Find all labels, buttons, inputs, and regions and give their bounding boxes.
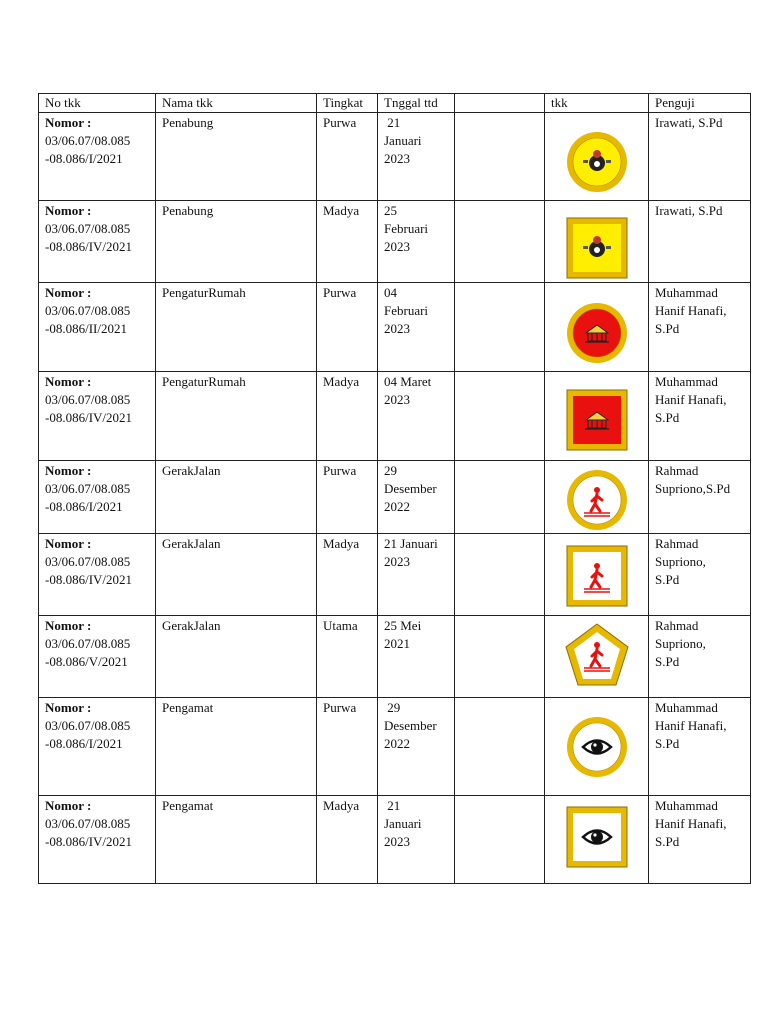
tanggal-cell (378, 461, 455, 534)
nomor-cell (39, 461, 156, 534)
nomor-label: Nomor : (45, 115, 92, 130)
tkk-badge-cell (545, 534, 649, 616)
header-penguji: Penguji (649, 94, 751, 113)
tanggal-line-2: Februari (384, 303, 429, 318)
nama-tkk-cell: GerakJalan (156, 534, 317, 616)
tanggal-line-3: 2023 (384, 834, 410, 849)
penguji-line-2: Hanif Hanafi, (655, 392, 727, 407)
header-empty (455, 94, 545, 113)
walking-person-icon (564, 467, 630, 538)
penguji-cell (649, 698, 751, 796)
tanggal-line-3: 2022 (384, 736, 410, 751)
nama-tkk-cell: GerakJalan (156, 461, 317, 534)
penguji-line-2: Supriono, (655, 554, 706, 569)
nomor-line-2: -08.086/V/2021 (45, 654, 128, 669)
nomor-label: Nomor : (45, 374, 92, 389)
penguji-cell (649, 796, 751, 884)
nama-tkk-cell: Pengamat (156, 796, 317, 884)
nomor-line-2: -08.086/II/2021 (45, 321, 127, 336)
tanggal-line-1: 04 Maret (384, 374, 432, 389)
tanggal-line-1: 21 (384, 115, 401, 130)
penabung-emblem-icon (564, 129, 630, 200)
eye-icon (564, 714, 630, 785)
tanggal-cell (378, 698, 455, 796)
walking-person-icon (564, 622, 630, 693)
nomor-label: Nomor : (45, 203, 92, 218)
nomor-line-1: 03/06.07/08.085 (45, 221, 131, 236)
empty-cell (455, 283, 545, 372)
tanggal-line-2: 2023 (384, 392, 410, 407)
penguji-line-1: Muhammad (655, 798, 718, 813)
nomor-line-2: -08.086/IV/2021 (45, 834, 133, 849)
penguji-line-2: Hanif Hanafi, (655, 816, 727, 831)
penguji-line-1: Rahmad (655, 536, 699, 551)
tkk-table (38, 93, 751, 884)
penguji-line-1: Muhammad (655, 285, 718, 300)
nomor-cell (39, 113, 156, 201)
tanggal-line-2: Februari (384, 221, 429, 236)
tkk-badge-cell (545, 283, 649, 372)
header-tingkat: Tingkat (317, 94, 378, 113)
tanggal-line-2: Januari (384, 816, 422, 831)
penguji-cell (649, 534, 751, 616)
penguji-cell (649, 201, 751, 283)
empty-cell (455, 372, 545, 461)
tingkat-cell: Purwa (317, 698, 378, 796)
penguji-line-3: S.Pd (655, 736, 680, 751)
nama-tkk-cell: Pengamat (156, 698, 317, 796)
table-row (39, 201, 751, 283)
penguji-line-3: S.Pd (655, 834, 680, 849)
tingkat-cell: Purwa (317, 283, 378, 372)
tkk-badge-cell (545, 698, 649, 796)
tkk-badge-cell (545, 201, 649, 283)
nomor-label: Nomor : (45, 463, 92, 478)
tanggal-line-2: Januari (384, 133, 422, 148)
nama-tkk-cell: PengaturRumah (156, 283, 317, 372)
penguji-line-1: Rahmad (655, 463, 699, 478)
table-row (39, 698, 751, 796)
header-tanggal-ttd: Tnggal ttd (378, 94, 455, 113)
penguji-cell (649, 616, 751, 698)
nomor-line-2: -08.086/I/2021 (45, 736, 123, 751)
tingkat-cell: Utama (317, 616, 378, 698)
penguji-line-2: Hanif Hanafi, (655, 303, 727, 318)
empty-cell (455, 796, 545, 884)
table-row (39, 534, 751, 616)
penguji-line-3: S.Pd (655, 321, 680, 336)
penguji-line-1: Rahmad (655, 618, 699, 633)
penguji-line-1: Muhammad (655, 700, 718, 715)
tingkat-cell: Madya (317, 796, 378, 884)
tanggal-line-1: 25 Mei (384, 618, 422, 633)
nomor-label: Nomor : (45, 618, 92, 633)
nomor-label: Nomor : (45, 700, 92, 715)
house-icon (564, 300, 630, 371)
tanggal-cell (378, 616, 455, 698)
tingkat-cell: Madya (317, 201, 378, 283)
header-row (39, 94, 751, 113)
nomor-cell (39, 616, 156, 698)
nomor-line-1: 03/06.07/08.085 (45, 303, 131, 318)
empty-cell (455, 201, 545, 283)
nomor-line-1: 03/06.07/08.085 (45, 133, 131, 148)
nomor-line-1: 03/06.07/08.085 (45, 481, 131, 496)
nomor-line-1: 03/06.07/08.085 (45, 718, 131, 733)
nomor-cell (39, 534, 156, 616)
tanggal-line-2: Desember (384, 481, 437, 496)
tanggal-line-3: 2022 (384, 499, 410, 514)
penguji-line-1: Muhammad (655, 374, 718, 389)
tingkat-cell: Purwa (317, 113, 378, 201)
nomor-cell (39, 698, 156, 796)
nomor-line-1: 03/06.07/08.085 (45, 816, 131, 831)
tanggal-line-1: 29 (384, 463, 397, 478)
penabung-emblem-icon (564, 215, 630, 286)
nomor-cell (39, 796, 156, 884)
nomor-label: Nomor : (45, 285, 92, 300)
tingkat-cell: Madya (317, 372, 378, 461)
tanggal-cell (378, 534, 455, 616)
tkk-badge-cell (545, 113, 649, 201)
table-row (39, 372, 751, 461)
nomor-label: Nomor : (45, 798, 92, 813)
nama-tkk-cell: GerakJalan (156, 616, 317, 698)
nomor-label: Nomor : (45, 536, 92, 551)
tanggal-cell (378, 372, 455, 461)
tanggal-line-2: 2023 (384, 554, 410, 569)
penguji-line-1: Irawati, S.Pd (655, 203, 723, 218)
nomor-cell (39, 201, 156, 283)
tingkat-cell: Madya (317, 534, 378, 616)
nomor-line-2: -08.086/IV/2021 (45, 572, 133, 587)
penguji-line-3: S.Pd (655, 410, 680, 425)
tanggal-line-1: 21 (384, 798, 401, 813)
empty-cell (455, 461, 545, 534)
tkk-badge-cell (545, 461, 649, 534)
nomor-line-2: -08.086/I/2021 (45, 499, 123, 514)
tanggal-line-2: Desember (384, 718, 437, 733)
nomor-line-2: -08.086/I/2021 (45, 151, 123, 166)
penguji-line-3: S.Pd (655, 572, 680, 587)
penguji-line-3: S.Pd (655, 654, 680, 669)
tkk-badge-cell (545, 616, 649, 698)
penguji-cell (649, 461, 751, 534)
nomor-line-1: 03/06.07/08.085 (45, 392, 131, 407)
walking-person-icon (564, 543, 630, 614)
tanggal-line-1: 25 (384, 203, 397, 218)
header-nama-tkk: Nama tkk (156, 94, 317, 113)
tanggal-line-3: 2023 (384, 239, 410, 254)
empty-cell (455, 698, 545, 796)
tanggal-line-1: 04 (384, 285, 397, 300)
tanggal-line-1: 29 (384, 700, 401, 715)
nama-tkk-cell: Penabung (156, 113, 317, 201)
tanggal-cell (378, 796, 455, 884)
empty-cell (455, 113, 545, 201)
nomor-line-1: 03/06.07/08.085 (45, 554, 131, 569)
table-row (39, 283, 751, 372)
house-icon (564, 387, 630, 458)
table-row (39, 796, 751, 884)
tanggal-cell (378, 283, 455, 372)
tingkat-cell: Purwa (317, 461, 378, 534)
penguji-cell (649, 113, 751, 201)
table-row (39, 461, 751, 534)
tanggal-line-1: 21 Januari (384, 536, 438, 551)
table-row (39, 113, 751, 201)
tanggal-cell (378, 201, 455, 283)
nama-tkk-cell: PengaturRumah (156, 372, 317, 461)
tanggal-line-2: 2021 (384, 636, 410, 651)
penguji-line-1: Irawati, S.Pd (655, 115, 723, 130)
nomor-cell (39, 283, 156, 372)
tanggal-line-3: 2023 (384, 321, 410, 336)
empty-cell (455, 534, 545, 616)
nomor-line-2: -08.086/IV/2021 (45, 410, 133, 425)
header-no-tkk: No tkk (39, 94, 156, 113)
penguji-line-2: Supriono,S.Pd (655, 481, 731, 496)
nomor-line-2: -08.086/IV/2021 (45, 239, 133, 254)
nomor-line-1: 03/06.07/08.085 (45, 636, 131, 651)
table-row (39, 616, 751, 698)
penguji-line-2: Hanif Hanafi, (655, 718, 727, 733)
empty-cell (455, 616, 545, 698)
header-tkk: tkk (545, 94, 649, 113)
tanggal-cell (378, 113, 455, 201)
nama-tkk-cell: Penabung (156, 201, 317, 283)
penguji-cell (649, 372, 751, 461)
penguji-cell (649, 283, 751, 372)
tkk-badge-cell (545, 796, 649, 884)
eye-icon (564, 804, 630, 875)
nomor-cell (39, 372, 156, 461)
tkk-badge-cell (545, 372, 649, 461)
penguji-line-2: Supriono, (655, 636, 706, 651)
tanggal-line-3: 2023 (384, 151, 410, 166)
